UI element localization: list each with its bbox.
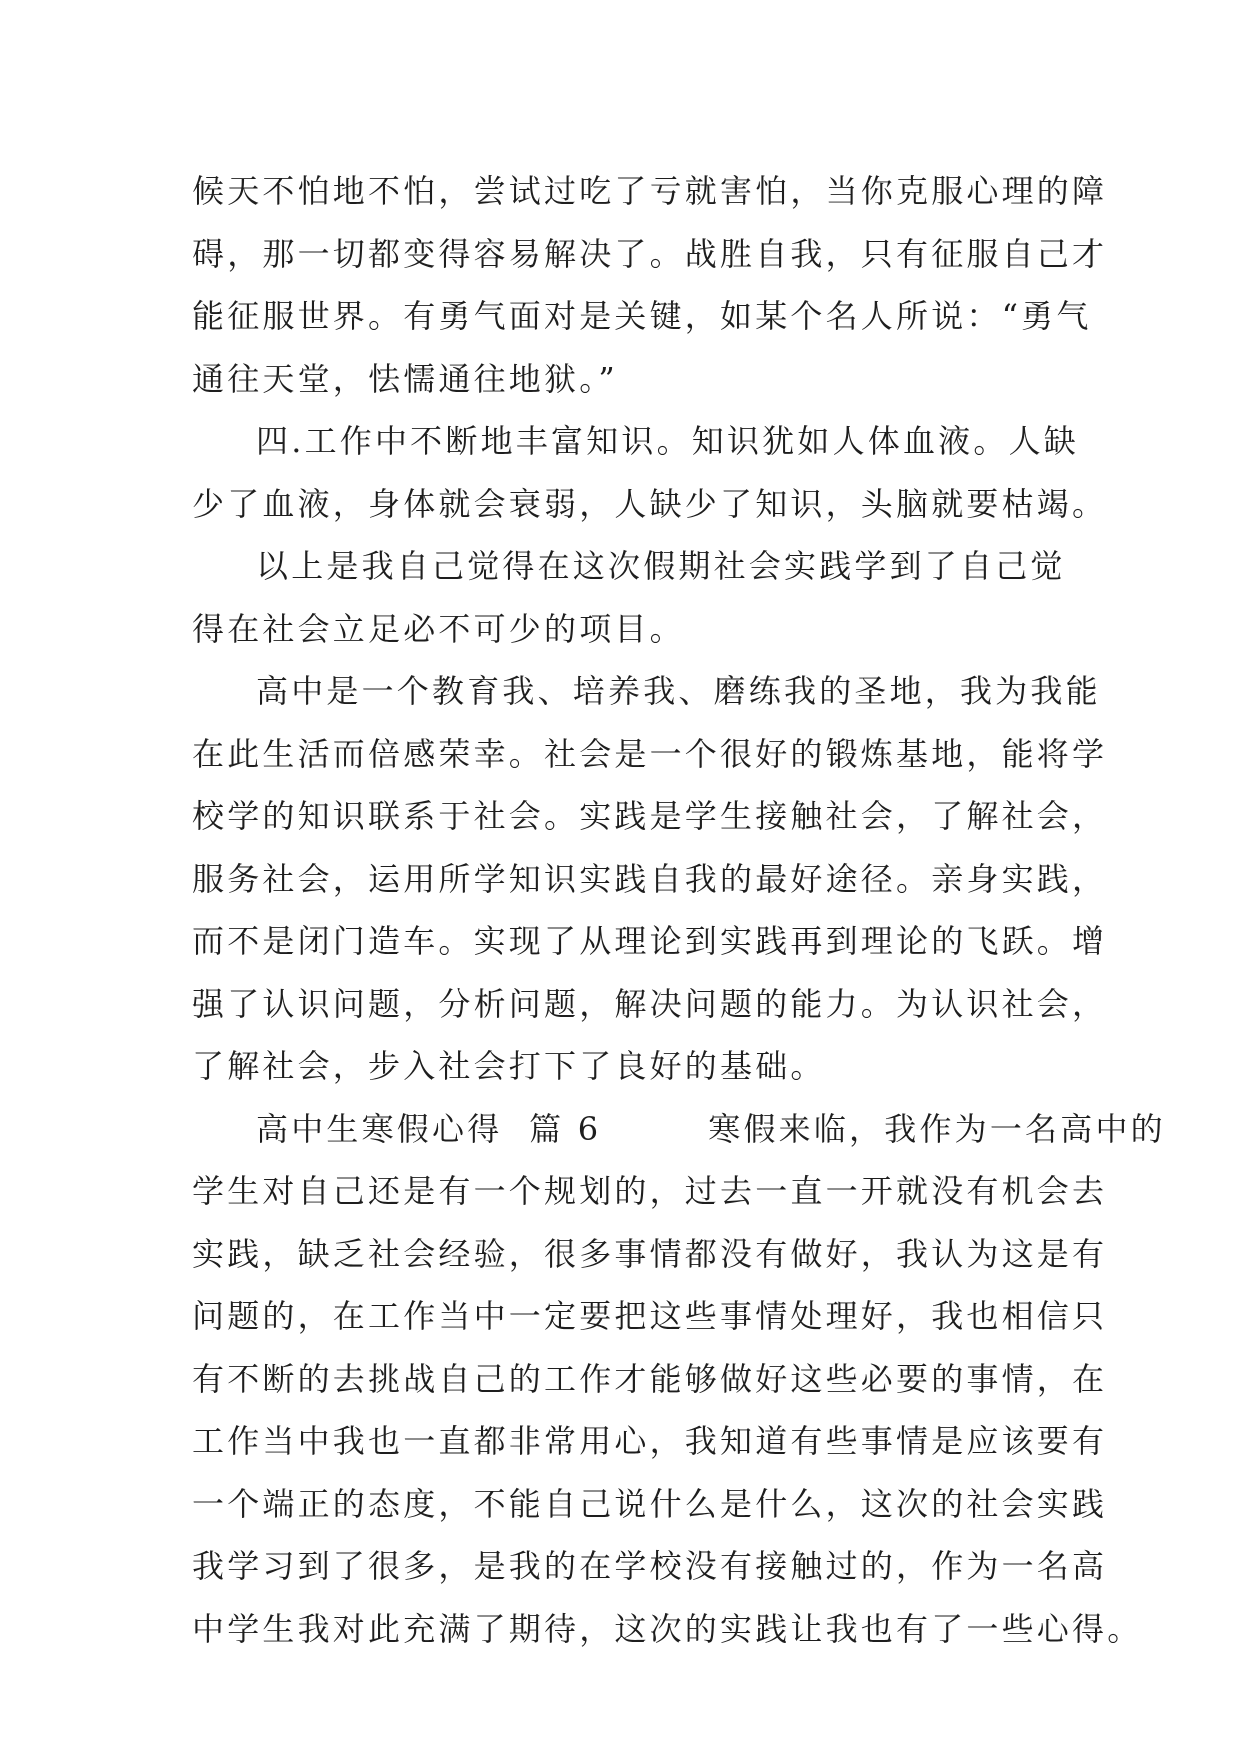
text-line: 而不是闭门造车。实现了从理论到实践再到理论的飞跃。增: [192, 922, 1108, 960]
text-line: 问题的，在工作当中一定要把这些事情处理好，我也相信只: [192, 1297, 1108, 1335]
paragraph-start-line: 以上是我自己觉得在这次假期社会实践学到了自己觉: [256, 547, 1066, 585]
paragraph-start-line: 四.工作中不断地丰富知识。知识犹如人体血液。人缺: [256, 422, 1079, 460]
paragraph-start-line: 高中是一个教育我、培养我、磨练我的圣地，我为我能: [256, 672, 1101, 710]
text-line: 中学生我对此充满了期待，这次的实践让我也有了一些心得。: [192, 1609, 1143, 1648]
text-line: 了解社会，步入社会打下了良好的基础。: [192, 1047, 826, 1085]
text-line: 我学习到了很多，是我的在学校没有接触过的，作为一名高: [192, 1547, 1108, 1585]
text-line: 校学的知识联系于社会。实践是学生接触社会，了解社会，: [192, 797, 1108, 835]
text-line: 工作当中我也一直都非常用心，我知道有些事情是应该要有: [192, 1422, 1108, 1460]
text-line: 少了血液，身体就会衰弱，人缺少了知识，头脑就要枯竭。: [192, 484, 1108, 523]
text-line: 一个端正的态度，不能自己说什么是什么，这次的社会实践: [192, 1484, 1108, 1523]
text-line: 候天不怕地不怕，尝试过吃了亏就害怕，当你克服心理的障: [192, 172, 1108, 210]
text-line: 学生对自己还是有一个规划的，过去一直一开就没有机会去: [192, 1172, 1108, 1210]
text-line: 在此生活而倍感荣幸。社会是一个很好的锻炼基地，能将学: [192, 734, 1108, 773]
text-line: 强了认识问题，分析问题，解决问题的能力。为认识社会，: [192, 984, 1108, 1023]
text-line: 能征服世界。有勇气面对是关键，如某个名人所说：“勇气: [192, 297, 1092, 335]
body-text: [192, 160, 1166, 1660]
text-line: 碍，那一切都变得容易解决了。战胜自我，只有征服自己才: [192, 234, 1108, 273]
section-heading-line: 高中生寒假心得 篇 6 寒假来临，我作为一名高中的: [256, 1109, 1166, 1148]
text-line: 通往天堂，怯懦通往地狱。”: [192, 359, 618, 398]
text-line: 实践，缺乏社会经验，很多事情都没有做好，我认为这是有: [192, 1234, 1108, 1273]
text-line: 有不断的去挑战自己的工作才能够做好这些必要的事情，在: [192, 1359, 1108, 1398]
text-line: 得在社会立足必不可少的项目。: [192, 609, 685, 648]
text-line: 服务社会，运用所学知识实践自我的最好途径。亲身实践，: [192, 859, 1108, 898]
